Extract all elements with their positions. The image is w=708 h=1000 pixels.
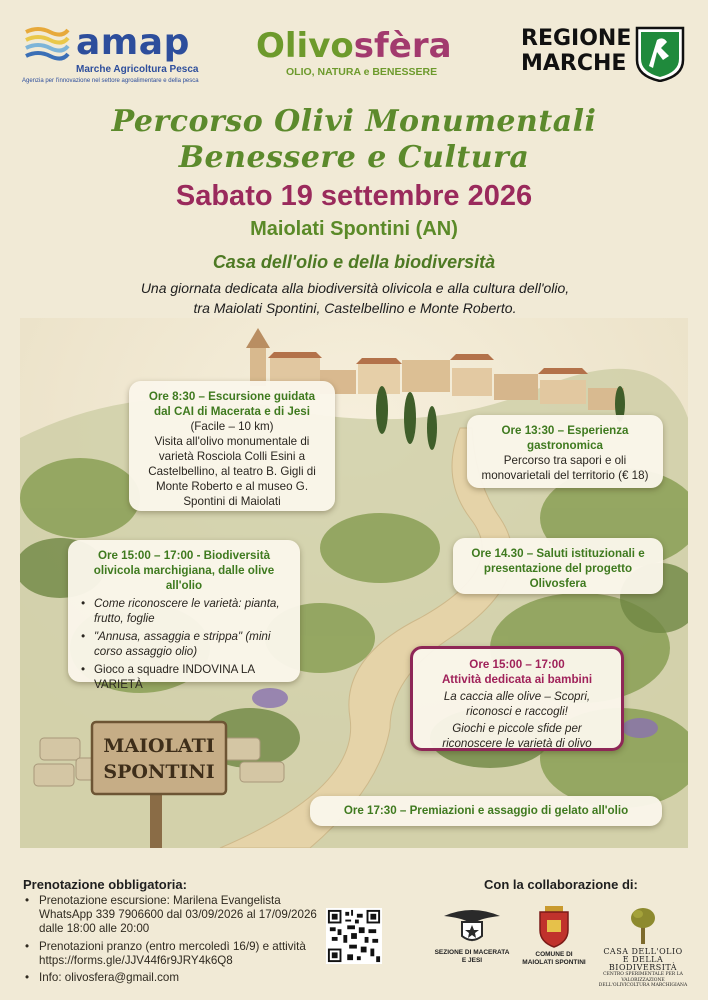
olive-tree-icon xyxy=(628,906,658,946)
casa-label-line2: E DELLA BIODIVERSITÀ xyxy=(608,955,678,972)
comune-partner-logo xyxy=(520,906,588,967)
event-title-line2: Benessere e Cultura xyxy=(178,140,530,175)
comune-crest-icon xyxy=(537,906,571,948)
amap-wordmark: amap xyxy=(76,22,190,63)
signpost-line2: SPONTINI xyxy=(103,761,215,783)
event-venue: Casa dell'olio e della biodiversità xyxy=(212,252,496,272)
amap-waves-icon xyxy=(22,24,70,64)
regione-line2: MARCHE xyxy=(521,51,627,76)
regione-shield-icon xyxy=(635,26,685,82)
olivosfera-name-part1: Olivo xyxy=(256,26,354,66)
event-place: Maiolati Spontini (AN) xyxy=(250,218,458,240)
olivosfera-name-part2: sfèra xyxy=(353,26,452,66)
amap-subtitle: Marche Agricoltura Pesca xyxy=(76,64,199,75)
booking-item[interactable]: • Prenotazioni pranzo (entro mercoledì 16/9) e attività https://forms.gle/JJV44f6r9JRY4k6Q8 xyxy=(23,940,323,968)
booking-item: • Prenotazione escursione: Marilena Evangelista WhatsApp 339 7906600 dal 03/09/2026 al 17/09/2026 dalle 18:00 alle 20:00 xyxy=(23,894,323,937)
cai-label: SEZIONE DI MACERATA E JESI xyxy=(434,949,510,964)
excursion-heading: Ore 8:30 – Escursione guidata dal CAI di Macerata e di Jesi xyxy=(148,390,316,418)
qr-code-icon[interactable] xyxy=(326,908,382,964)
excursion-difficulty: (Facile – 10 km) xyxy=(190,420,274,433)
regione-marche-logo xyxy=(521,26,687,84)
regione-marche-text xyxy=(521,26,631,76)
awards-heading: Ore 17:30 – Premiazioni e assaggio di gelato all'olio xyxy=(343,804,629,817)
amap-tagline: Agenzia per l'innovazione nel settore agroalimentare e della pesca xyxy=(22,78,199,84)
booking-list xyxy=(23,894,323,988)
cai-partner-logo xyxy=(432,906,512,965)
olivosfera-wordmark xyxy=(256,26,452,66)
booking-title: Prenotazione obbligatoria: xyxy=(23,877,187,892)
casa-label-line1: CASA DELL'OLIO xyxy=(603,947,683,956)
booking-item[interactable]: • Info: olivosfera@gmail.com xyxy=(23,971,323,985)
cai-eagle-icon xyxy=(442,906,502,946)
program-biodiversity-card xyxy=(68,540,300,691)
comune-label-line1: COMUNE DI xyxy=(535,951,573,958)
program-gastronomy-card xyxy=(467,415,663,488)
biodiversity-heading: Ore 15:00 – 17:00 - Biodiversità olivicola marchigiana, dalle olive all'olio xyxy=(93,549,275,592)
kids-line1: La caccia alle olive – Scopri, riconosci e raccogli! xyxy=(443,690,591,718)
gastronomy-heading: Ore 13:30 – Esperienza gastronomica xyxy=(501,424,629,452)
intro-line1: Una giornata dedicata alla biodiversità olivicola e alla cultura dell'olio, xyxy=(140,280,570,296)
excursion-description: Visita all'olivo monumentale di varietà Rosciola Colli Esini a Castelbellino, al teatro B. Gigli di Monte Roberto e al museo G. Spontini di Maiolati xyxy=(148,435,316,508)
biodiversity-item: • "Annusa, assaggia e strippa" (mini corso assaggio olio) xyxy=(78,629,290,659)
comune-label-line2: MAIOLATI SPONTINI xyxy=(522,959,586,966)
program-awards-card xyxy=(310,796,662,826)
amap-logo xyxy=(22,22,212,82)
casa-label-line3: CENTRO SPERIMENTALE PER LA VALORIZZAZIONE DELL'OLIVICOLTURA MARCHIGIANA xyxy=(598,972,688,988)
kids-heading: Attività dedicata ai bambini xyxy=(441,673,593,686)
kids-time: Ore 15:00 – 17:00 xyxy=(469,658,565,671)
biodiversity-item: • Come riconoscere le varietà: pianta, frutto, foglie xyxy=(78,596,290,626)
biodiversity-list xyxy=(78,596,290,692)
event-date: Sabato 19 settembre 2026 xyxy=(175,180,533,212)
casa-olio-partner-logo xyxy=(598,906,688,989)
olivosfera-tagline: OLIO, NATURA e BENESSERE xyxy=(286,66,438,78)
collaboration-title: Con la collaborazione di: xyxy=(484,877,638,892)
greetings-heading: Ore 14.30 – Saluti istituzionali e presentazione del progetto Olivosfera xyxy=(471,547,645,590)
program-excursion-card xyxy=(129,381,335,511)
biodiversity-item: • Gioco a squadre INDOVINA LA VARIETÀ xyxy=(78,662,290,692)
intro-line2: tra Maiolati Spontini, Castelbellino e Monte Roberto. xyxy=(193,300,517,316)
regione-line1: REGIONE xyxy=(521,26,632,51)
signpost-line1: MAIOLATI xyxy=(103,735,215,757)
event-title-line1: Percorso Olivi Monumentali xyxy=(111,104,597,139)
event-intro xyxy=(60,278,650,318)
gastronomy-description: Percorso tra sapori e oli monovarietali del territorio (€ 18) xyxy=(481,454,649,482)
kids-line2: Giochi e piccole sfide per riconoscere le varietà di olivo xyxy=(442,722,592,750)
program-kids-card xyxy=(410,646,624,751)
program-greetings-card xyxy=(453,538,663,594)
olivosfera-logo xyxy=(256,26,456,82)
